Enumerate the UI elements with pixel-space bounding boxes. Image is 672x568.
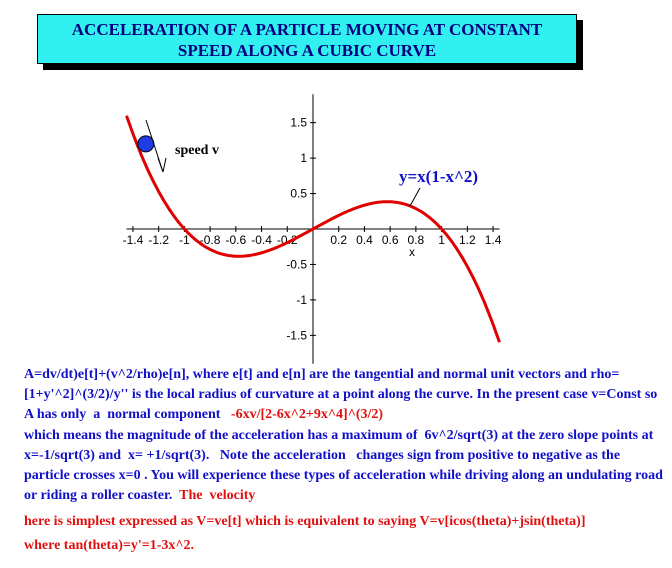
paragraph-2: which means the magnitude of the acceleration has a maximum of 6v^2/sqrt(3) at the zero slope points at x=-1/sqrt(3) and x= +1/sqrt(3). Note the acceleration changes sign from positive to negative as the particle crosses x=0 . You will experience these types of acceleration while driving along an undulating road or riding a roller coaster. (24, 427, 667, 504)
normal-component-formula: -6xv/[2-6x^2+9x^4]^(3/2) (230, 407, 384, 423)
y-tick-label: 0.5 (290, 186, 307, 201)
x-tick-label: 0.6 (381, 233, 399, 247)
x-tick-label: 1 (438, 233, 445, 247)
particle (138, 136, 154, 152)
x-tick-label: 0.8 (407, 233, 425, 247)
x-tick-label: -0.6 (225, 233, 247, 247)
x-tick-label: -0.8 (199, 233, 221, 247)
velocity-expression-line: here is simplest expressed as V=ve[t] which is equivalent to saying V=v[icos(theta)+jsin(theta)] (24, 514, 586, 529)
paragraph-1: A=dv/dt)e[t]+(v^2/rho)e[n], where e[t] and e[n] are the tangential and normal unit vectors and rho=[1+y'^2]^(3/2)/y'' is the local radius of curvature at a point along the curve. In the present case v=Const so A has only a normal component (24, 367, 661, 423)
x-tick-label: -0.2 (276, 233, 298, 247)
x-axis-label: x (409, 245, 416, 259)
y-tick-label: -0.5 (286, 257, 307, 272)
curve-label: y=x(1-x^2) (399, 167, 479, 186)
speed-label: speed v (175, 143, 219, 158)
x-tick-label: -0.4 (251, 233, 272, 247)
velocity-intro: The velocity (172, 488, 256, 504)
curve-label-leader (410, 188, 420, 206)
x-tick-label: -1.4 (122, 233, 144, 247)
x-tick-label: 0.2 (330, 233, 348, 247)
x-tick-label: -1 (179, 233, 190, 247)
y-tick-label: 1.5 (290, 115, 307, 130)
y-tick-label: 1 (300, 151, 307, 166)
title-line-1: ACCELERATION OF A PARTICLE MOVING AT CONSTANT (71, 20, 543, 39)
x-tick-label: 1.4 (484, 233, 502, 247)
x-tick-label: -1.2 (148, 233, 170, 247)
x-tick-label: 1.2 (458, 233, 476, 247)
x-tick-label: 0.4 (356, 233, 373, 247)
y-tick-label: -1.5 (286, 328, 307, 343)
y-tick-label: -1 (296, 292, 307, 307)
explanation-text (24, 365, 667, 506)
title-line-2: SPEED ALONG A CUBIC CURVE (177, 41, 437, 60)
theta-definition-line: where tan(theta)=y'=1-3x^2. (24, 538, 195, 553)
